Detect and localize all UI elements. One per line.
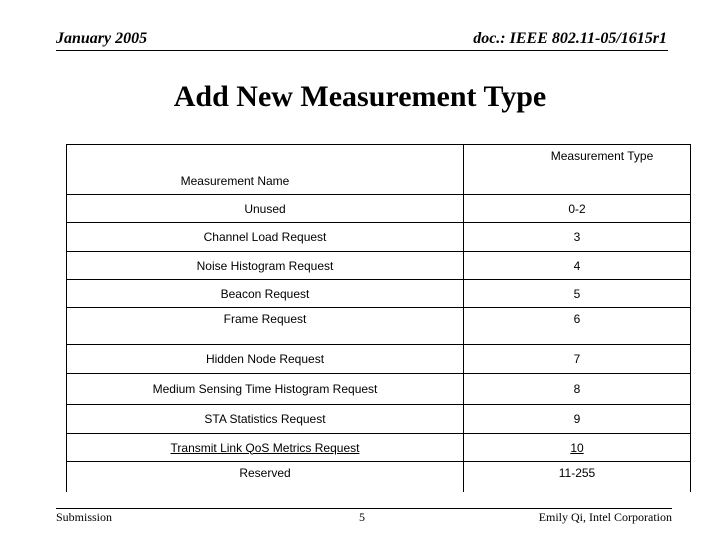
row-type: 0-2 <box>464 195 691 223</box>
slide-title: Add New Measurement Type <box>173 80 547 113</box>
row-name: Frame Request <box>67 308 464 345</box>
measurement-type-table <box>66 144 691 492</box>
row-name: Channel Load Request <box>67 223 464 252</box>
table-row <box>67 434 691 462</box>
footer-author: Emily Qi, Intel Corporation <box>538 510 672 524</box>
table-header-row <box>67 145 691 195</box>
row-type: 8 <box>464 374 691 405</box>
row-name: Noise Histogram Request <box>67 252 464 280</box>
header-rule <box>56 50 668 51</box>
header-date: January 2005 <box>56 30 148 47</box>
footer-rule <box>56 508 672 509</box>
table-row <box>67 462 691 492</box>
column-header-type: Measurement Type <box>464 145 691 195</box>
table-row <box>67 252 691 280</box>
footer-page-number: 5 <box>359 510 365 524</box>
row-name: Transmit Link QoS Metrics Request <box>67 434 464 462</box>
table-row <box>67 345 691 374</box>
table-row <box>67 405 691 434</box>
table-row <box>67 223 691 252</box>
row-type: 7 <box>464 345 691 374</box>
row-name: Unused <box>67 195 464 223</box>
row-type: 6 <box>464 308 691 345</box>
row-type: 5 <box>464 280 691 308</box>
row-type: 4 <box>464 252 691 280</box>
table-row <box>67 280 691 308</box>
row-name: Reserved <box>67 462 464 492</box>
row-name: Hidden Node Request <box>67 345 464 374</box>
footer-submission: Submission <box>56 510 113 524</box>
row-type: 11-255 <box>464 462 691 492</box>
row-type: 10 <box>464 434 691 462</box>
row-type: 9 <box>464 405 691 434</box>
table-row <box>67 374 691 405</box>
row-type: 3 <box>464 223 691 252</box>
table-row <box>67 308 691 345</box>
column-header-name: Measurement Name <box>67 145 464 195</box>
row-name: Medium Sensing Time Histogram Request <box>67 374 464 405</box>
row-name: Beacon Request <box>67 280 464 308</box>
row-name: STA Statistics Request <box>67 405 464 434</box>
table-row <box>67 195 691 223</box>
header-doc-id: doc.: IEEE 802.11-05/1615r1 <box>473 30 667 47</box>
